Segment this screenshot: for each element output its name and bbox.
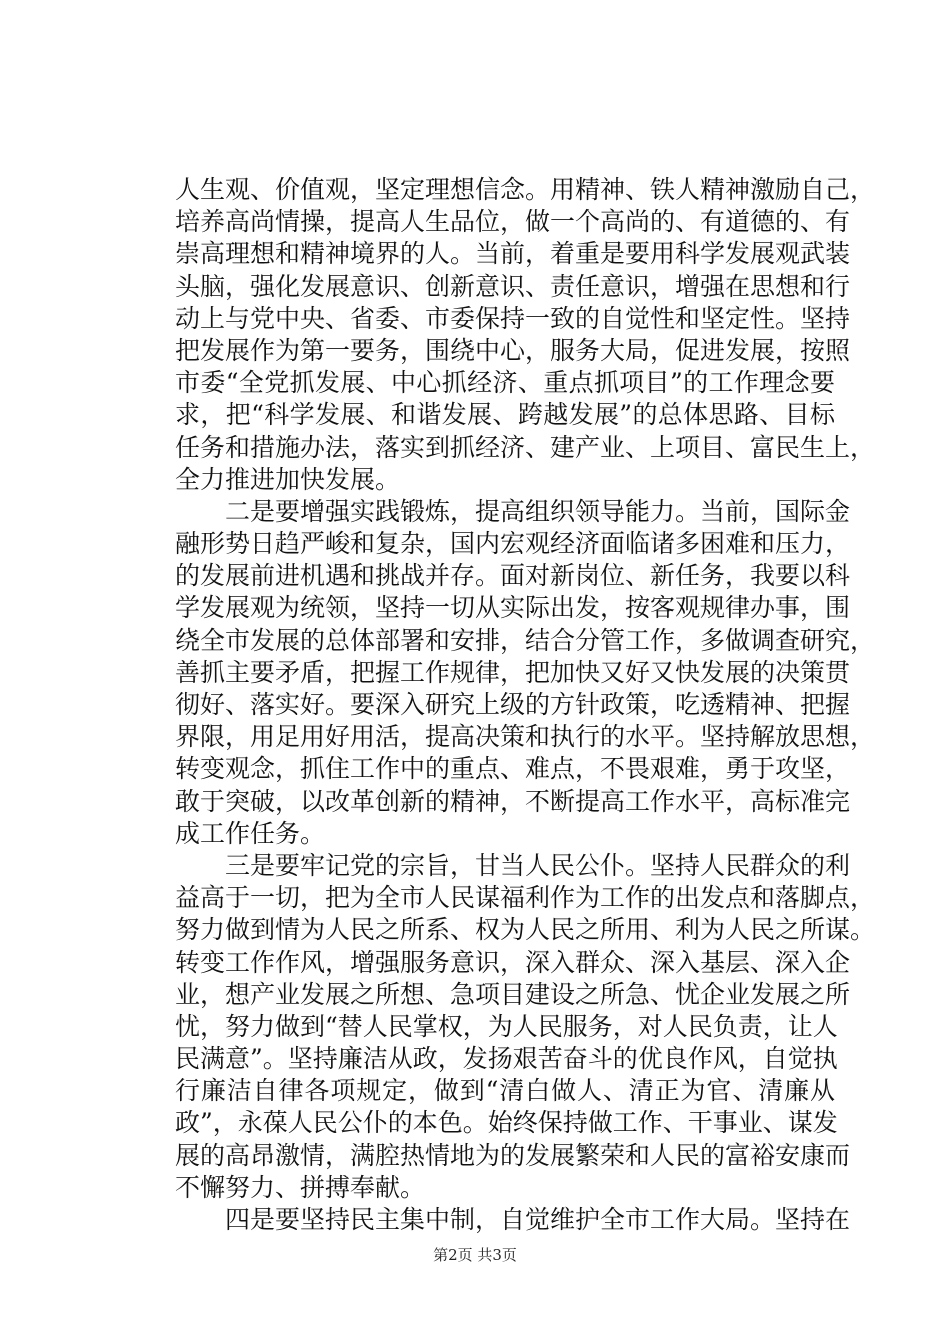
text-line: 民满意”。坚持廉洁从政，发扬艰苦奋斗的优良作风，自觉执 bbox=[175, 1044, 838, 1074]
text-line: 二是要增强实践锻炼，提高组织领导能力。当前，国际金 bbox=[225, 496, 851, 526]
paragraph-p2 bbox=[175, 496, 876, 850]
text-line: 努力做到情为人民之所系、权为人民之所用、利为人民之所谋。 bbox=[175, 915, 876, 945]
body-text bbox=[175, 174, 876, 1236]
text-line: 三是要牢记党的宗旨，甘当人民公仆。坚持人民群众的利 bbox=[225, 850, 851, 880]
text-line: 绕全市发展的总体部署和安排，结合分管工作，多做调查研究， bbox=[175, 625, 876, 655]
text-line: 融形势日趋严峻和复杂，国内宏观经济面临诸多困难和压力， bbox=[175, 529, 851, 559]
text-line: 忧，努力做到“替人民掌权，为人民服务，对人民负责，让人 bbox=[175, 1011, 838, 1041]
text-line: 全力推进加快发展。 bbox=[175, 464, 401, 494]
text-line: 培养高尚情操，提高人生品位，做一个高尚的、有道德的、有 bbox=[175, 207, 851, 237]
text-line: 彻好、落实好。要深入研究上级的方针政策，吃透精神、把握 bbox=[175, 690, 851, 719]
page-footer: 第2页 共3页 bbox=[433, 1246, 517, 1264]
paragraph-p4 bbox=[175, 1204, 851, 1236]
text-line: 学发展观为统领，坚持一切从实际出发，按客观规律办事，围 bbox=[175, 593, 851, 623]
text-line: 行廉洁自律各项规定，做到“清白做人、清正为官、清廉从 bbox=[175, 1076, 835, 1106]
text-line: 人生观、价值观，坚定理想信念。用精神、铁人精神激励自己， bbox=[175, 175, 876, 204]
text-line: 四是要坚持民主集中制，自觉维护全市工作大局。坚持在 bbox=[225, 1205, 851, 1234]
text-line: 善抓主要矛盾，把握工作规律，把加快又好又快发展的决策贯 bbox=[175, 657, 851, 687]
text-line: 业，想产业发展之所想、急项目建设之所急、忧企业发展之所 bbox=[175, 979, 851, 1009]
text-line: 头脑，强化发展意识、创新意识、责任意识，增强在思想和行 bbox=[175, 271, 851, 301]
text-line: 求，把“科学发展、和谐发展、跨越发展”的总体思路、目标 bbox=[175, 400, 835, 430]
text-line: 敢于突破，以改革创新的精神，不断提高工作水平，高标准完 bbox=[175, 786, 851, 816]
text-line: 崇高理想和精神境界的人。当前，着重是要用科学发展观武装 bbox=[175, 239, 851, 269]
text-line: 的发展前进机遇和挑战并存。面对新岗位、新任务，我要以科 bbox=[175, 561, 851, 591]
text-line: 任务和措施办法，落实到抓经济、建产业、上项目、富民生上， bbox=[175, 432, 876, 462]
text-line: 政”，永葆人民公仆的本色。始终保持做工作、干事业、谋发 bbox=[175, 1108, 838, 1138]
text-line: 益高于一切，把为全市人民谋福利作为工作的出发点和落脚点， bbox=[175, 883, 876, 913]
text-line: 把发展作为第一要务，围绕中心，服务大局，促进发展，按照 bbox=[175, 335, 851, 365]
paragraph-p1 bbox=[175, 174, 876, 496]
text-line: 转变工作作风，增强服务意识，深入群众、深入基层、深入企 bbox=[175, 947, 851, 977]
text-line: 不懈努力、拼搏奉献。 bbox=[175, 1172, 426, 1202]
paragraph-p3 bbox=[175, 850, 876, 1204]
text-line: 展的高昂激情，满腔热情地为的发展繁荣和人民的富裕安康而 bbox=[175, 1140, 851, 1170]
text-line: 界限，用足用好用活，提高决策和执行的水平。坚持解放思想， bbox=[175, 722, 876, 752]
text-line: 成工作任务。 bbox=[175, 818, 326, 848]
text-line: 市委“全党抓发展、中心抓经济、重点抓项目”的工作理念要 bbox=[175, 368, 835, 398]
text-line: 动上与党中央、省委、市委保持一致的自觉性和坚定性。坚持 bbox=[175, 303, 851, 333]
text-line: 转变观念，抓住工作中的重点、难点，不畏艰难，勇于攻坚， bbox=[175, 754, 851, 784]
